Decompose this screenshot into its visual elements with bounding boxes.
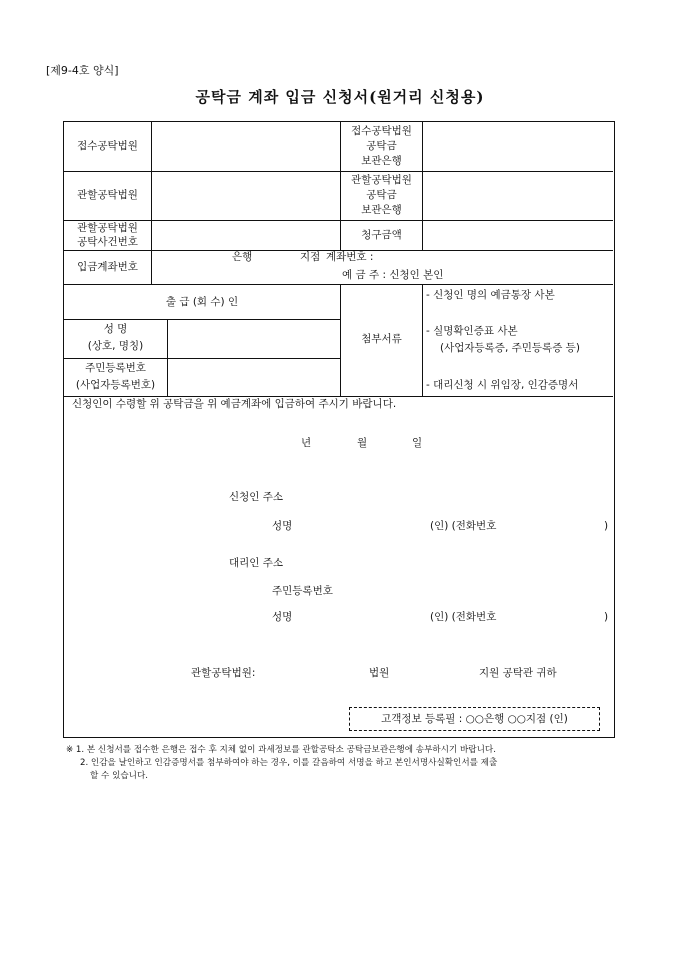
resident-label-2: (사업자등록번호) [75,379,156,391]
attachment-item: (사업자등록증, 주민등록증 등) [440,342,580,354]
note-2: 2. 인감을 날인하고 인감증명서를 첨부하여야 하는 경우, 이를 갈음하여 서명을 하고 본인서명사실확인서를 제출 [80,758,498,768]
account-bank-label: 은행 [232,251,253,263]
account-number-label: 입금계좌번호 [77,261,138,273]
name-label-2: (상호, 명칭) [87,340,144,352]
form-number: [제9-4호 양식] [46,64,119,77]
request-text: 신청인이 수령할 위 공탁금을 위 예금계좌에 입금하여 주시기 바랍니다. [72,398,397,410]
resident-number-field[interactable] [168,359,340,396]
date-day: 일 [412,437,423,449]
attachment-item: - 신청인 명의 예금통장 사본 [426,289,555,301]
branch-unit: 지원 공탁관 귀하 [479,667,557,679]
resident-label-1: 주민등록번호 [85,362,146,374]
court-label: 관할공탁법원: [191,667,256,679]
jurisdiction-bank-field[interactable] [423,172,613,220]
withdrawal-header: 출 급 (회 수) 인 [165,296,239,308]
court-unit: 법원 [369,667,390,679]
applicant-name-label: 성명 [272,520,293,532]
account-holder-text: 예 금 주 : 신청인 본인 [342,269,444,281]
close-paren: ) [604,611,609,623]
receiving-court-field[interactable] [152,122,340,171]
receiving-bank-label-2: 공탁금 [366,140,397,152]
application-form [63,121,615,738]
receiving-bank-label-3: 보관은행 [361,155,402,167]
date-year: 년 [301,437,312,449]
name-field[interactable] [168,320,340,358]
receiving-bank-label-1: 접수공탁법원 [351,125,412,137]
account-number-text: 계좌번호 : [326,251,374,263]
agent-name-label: 성명 [272,611,293,623]
case-number-field[interactable] [152,221,340,250]
name-label-1: 성 명 [103,323,128,335]
case-number-label-2: 공탁사건번호 [77,236,138,248]
page-title: 공탁금 계좌 입금 신청서(원거리 신청용) [195,88,485,106]
attachment-item: - 실명확인증표 사본 [426,325,518,337]
agent-address-label: 대리인 주소 [229,557,284,569]
claim-amount-label: 청구금액 [361,229,402,241]
account-branch-label: 지점 [300,251,321,263]
claim-amount-field[interactable] [423,221,613,250]
applicant-address-label: 신청인 주소 [229,491,284,503]
jurisdiction-court-field[interactable] [152,172,340,220]
agent-seal-phone: (인) (전화번호 [430,611,497,623]
receiving-court-label: 접수공탁법원 [77,140,138,152]
jurisdiction-court-label: 관할공탁법원 [77,189,138,201]
note-1: ※ 1. 본 신청서를 접수한 은행은 접수 후 지체 없이 과세정보를 관할공탁소 공탁금보관은행에 송부하시기 바랍니다. [66,745,496,755]
agent-resident-label: 주민등록번호 [272,585,333,597]
jurisdiction-bank-label-2: 공탁금 [366,189,397,201]
attachment-item: - 대리신청 시 위임장, 인감증명서 [426,379,579,391]
customer-info-stamp: 고객정보 등록필 : ○○은행 ○○지점 (인) [349,707,600,731]
note-2-cont: 할 수 있습니다. [90,771,149,781]
receiving-bank-field[interactable] [423,122,613,171]
applicant-seal-phone: (인) (전화번호 [430,520,497,532]
jurisdiction-bank-label-3: 보관은행 [361,204,402,216]
case-number-label-1: 관할공탁법원 [77,222,138,234]
jurisdiction-bank-label-1: 관할공탁법원 [351,174,412,186]
date-month: 월 [357,437,368,449]
close-paren: ) [604,520,609,532]
attachments-label: 첨부서류 [361,333,402,345]
